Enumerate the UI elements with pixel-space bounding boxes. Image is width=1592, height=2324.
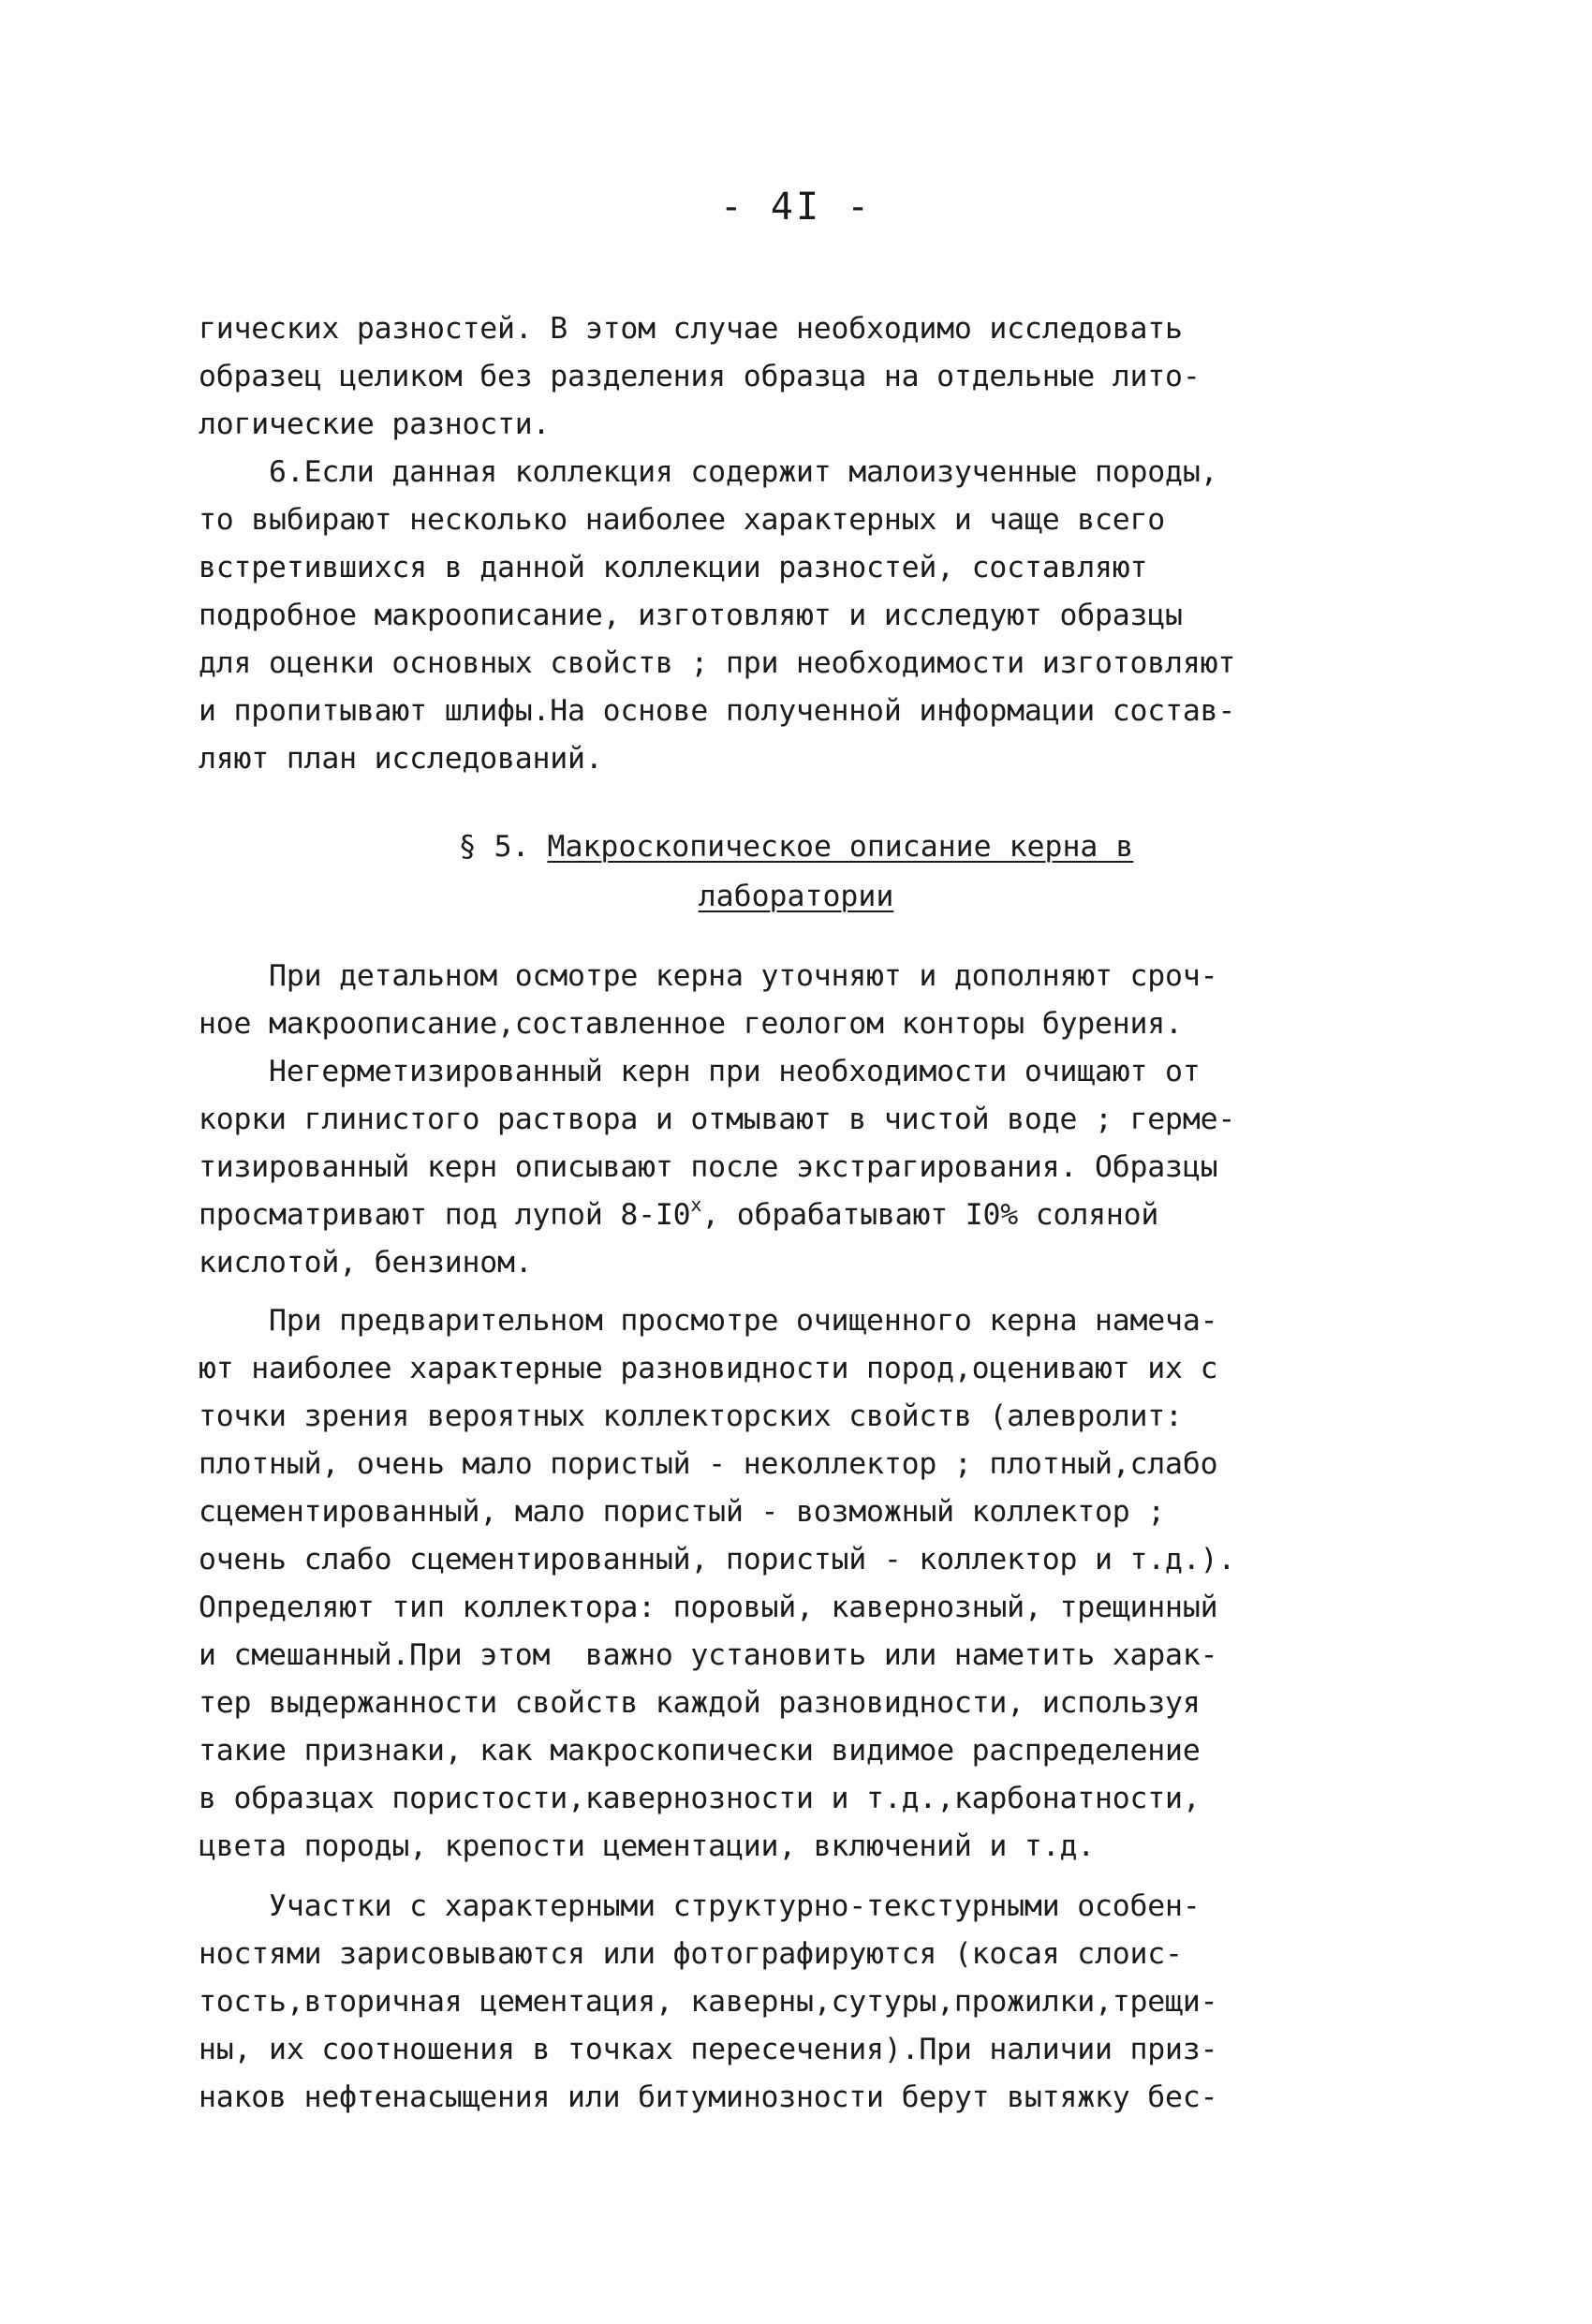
text-line: ны, их соотношения в точках пересечения).При наличии приз- — [199, 2033, 1218, 2066]
text-line: и пропитывают шлифы.На основе полученной информации состав- — [199, 694, 1236, 728]
section-number: § 5. — [458, 830, 530, 864]
text-line: для оценки основных свойств ; при необходимости изготовляют — [199, 646, 1236, 680]
text-line: ляют план исследований. — [199, 742, 603, 776]
text-line: сцементированный, мало пористый - возможный коллектор ; — [199, 1495, 1166, 1529]
page-number: - 4I - — [719, 185, 873, 229]
text-fragment: просматривают под лупой 8-I0 — [199, 1198, 691, 1232]
section-heading-line1 — [0, 830, 1592, 864]
text-line: Негерметизированный керн при необходимости очищают от — [199, 1055, 1201, 1088]
text-line: наков нефтенасыщения или битуминозности берут вытяжку бес- — [199, 2080, 1218, 2114]
text-line: то выбирают несколько наиболее характерных и чаще всего — [199, 503, 1166, 537]
text-line: При предварительном просмотре очищенного керна намеча- — [199, 1304, 1218, 1338]
text-line: ностями зарисовываются или фотографируются (косая слоис- — [199, 1937, 1183, 1971]
text-line: Определяют тип коллектора: поровый, кавернозный, трещинный — [199, 1591, 1218, 1624]
text-line: такие признаки, как макроскопически видимое распределение — [199, 1734, 1201, 1768]
text-line: логические разности. — [199, 407, 551, 441]
text-line: 6.Если данная коллекция содержит малоизученные породы, — [199, 455, 1218, 489]
text-line: гических разностей. В этом случае необходимо исследовать — [199, 312, 1183, 346]
text-line: цвета породы, крепости цементации, включений и т.д. — [199, 1829, 1095, 1863]
text-line: точки зрения вероятных коллекторских свойств (алевролит: — [199, 1399, 1183, 1433]
text-line: тость,вторичная цементация, каверны,сутуры,прожилки,трещи- — [199, 1985, 1218, 2019]
text-line: тизированный керн описывают после экстрагирования. Образцы — [199, 1150, 1218, 1184]
text-line: тер выдержанности свойств каждой разновидности, используя — [199, 1686, 1201, 1720]
text-line: встретившихся в данной коллекции разностей, составляют — [199, 551, 1148, 585]
text-line: в образцах пористости,кавернозности и т.д.,карбонатности, — [199, 1782, 1201, 1815]
section-heading-line2 — [0, 882, 1592, 912]
text-line: кислотой, бензином. — [199, 1246, 533, 1280]
text-line: и смешанный.При этом важно установить или наметить харак- — [199, 1638, 1218, 1672]
text-line: Участки с характерными структурно-текстурными особен- — [199, 1889, 1201, 1923]
text-line — [199, 1193, 1159, 1232]
text-line: ют наиболее характерные разновидности пород,оценивают их с — [199, 1352, 1218, 1385]
text-line: образец целиком без разделения образца на отдельные лито- — [199, 360, 1201, 393]
section-title: Макроскопическое описание керна в — [547, 830, 1134, 864]
text-fragment: , обрабатывают I0% соляной — [701, 1198, 1159, 1232]
text-line: корки глинистого раствора и отмывают в чистой воде ; герме- — [199, 1103, 1236, 1136]
text-line: подробное макроописание, изготовляют и исследуют образцы — [199, 599, 1183, 632]
text-line: При детальном осмотре керна уточняют и дополняют сроч- — [199, 959, 1218, 993]
text-line: очень слабо сцементированный, пористый - коллектор и т.д.). — [199, 1543, 1236, 1576]
text-line: ное макроописание,составленное геологом конторы бурения. — [199, 1007, 1183, 1041]
superscript: х — [690, 1193, 702, 1216]
section-title-continued: лаборатории — [698, 880, 894, 913]
text-line: плотный, очень мало пористый - неколлектор ; плотный,слабо — [199, 1447, 1218, 1481]
